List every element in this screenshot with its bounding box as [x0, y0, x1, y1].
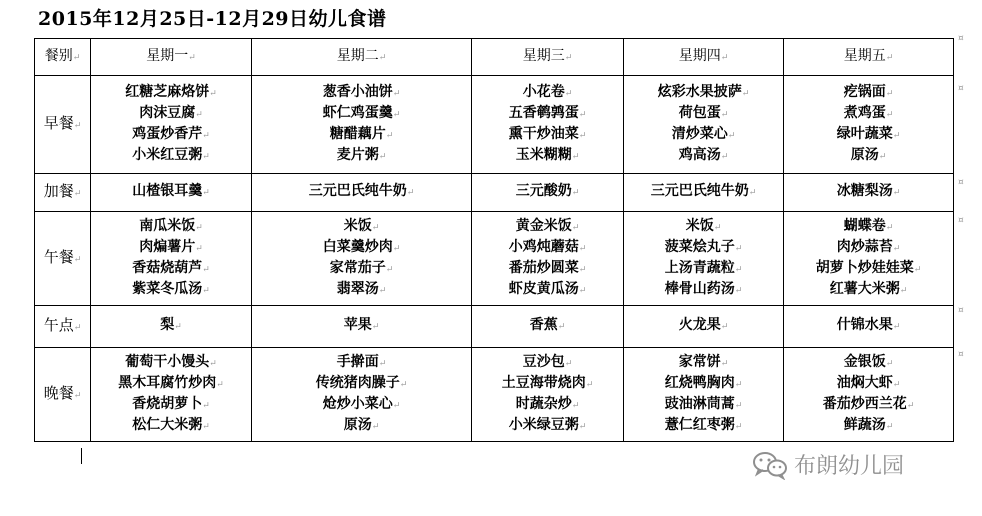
- menu-body: [35, 76, 954, 442]
- meal-row: [35, 348, 954, 442]
- paragraph-mark: ↵: [73, 322, 82, 333]
- meal-row: [35, 306, 954, 348]
- paragraph-mark: ↵: [578, 243, 587, 254]
- dish-name: 清炒菜心: [671, 125, 728, 142]
- dish-name: 油焖大虾: [836, 374, 893, 391]
- paragraph-mark: ↵: [392, 243, 401, 254]
- menu-cell: [784, 212, 954, 306]
- dish-name: 小米绿豆粥: [508, 416, 579, 433]
- meal-label: [35, 212, 91, 306]
- dish-name: 煮鸡蛋: [843, 104, 886, 121]
- dish-line: [472, 83, 623, 104]
- meal-label: [35, 348, 91, 442]
- paragraph-mark: ↵: [209, 88, 217, 99]
- dish-name: 炝炒小菜心: [322, 395, 393, 412]
- dish-line: [472, 125, 623, 146]
- dish-line: [91, 416, 251, 437]
- dish-name: 紫菜冬瓜汤: [132, 280, 203, 297]
- menu-cell: [784, 306, 954, 348]
- watermark: [752, 449, 904, 480]
- dish-name: 南瓜米饭: [139, 217, 196, 234]
- paragraph-mark: ↵: [378, 52, 387, 63]
- dish-name: 白菜羹炒肉: [322, 238, 393, 255]
- dish-line: [784, 83, 953, 104]
- paragraph-mark: ↵: [734, 379, 743, 390]
- dish-line: [252, 146, 471, 167]
- menu-cell: [252, 174, 472, 212]
- dish-line: [91, 125, 251, 146]
- dish-name: 鸡蛋炒香芹: [132, 125, 203, 142]
- dish-line: [784, 104, 953, 125]
- dish-line: [624, 83, 783, 104]
- paragraph-mark: ↵: [564, 88, 573, 99]
- meal-label-text: 加餐: [43, 181, 74, 200]
- dish-name: 三元巴氏纯牛奶: [650, 183, 749, 199]
- text-cursor: [81, 448, 82, 464]
- paragraph-mark: ↵: [202, 400, 210, 411]
- paragraph-mark: ↵: [885, 222, 894, 233]
- dish-line: [472, 353, 623, 374]
- dish-line: [784, 259, 953, 280]
- meal-row: [35, 174, 954, 212]
- meal-label: [35, 174, 91, 212]
- dish-name: 鲜蔬汤: [843, 416, 886, 433]
- dish-name: 绿叶蔬菜: [836, 125, 893, 142]
- watermark-text: 布朗幼儿园: [794, 454, 905, 479]
- row-end-mark: ¤: [958, 216, 964, 226]
- paragraph-mark: ↵: [392, 400, 401, 411]
- dish-name: 三元巴氏纯牛奶: [308, 183, 407, 199]
- menu-cell: [91, 306, 252, 348]
- dish-name: 翡翠汤: [336, 280, 379, 297]
- dish-name: 五香鹌鹑蛋: [508, 104, 579, 121]
- dish-name: 肉炒蒜苔: [836, 238, 893, 255]
- dish-line: [91, 104, 251, 125]
- paragraph-mark: ↵: [378, 358, 387, 369]
- dish-name: 金银饭: [843, 353, 886, 370]
- dish-name: 土豆海带烧肉: [501, 374, 586, 391]
- menu-cell: [784, 174, 954, 212]
- dish-line: [624, 416, 783, 437]
- dish-name: 鸡高汤: [678, 146, 721, 163]
- paragraph-mark: ↵: [378, 285, 387, 296]
- dish-line: [784, 395, 953, 416]
- dish-line: [624, 280, 783, 301]
- paragraph-mark: ↵: [406, 188, 415, 198]
- paragraph-mark: ↵: [906, 400, 915, 411]
- paragraph-mark: ↵: [748, 188, 757, 198]
- paragraph-mark: ↵: [202, 285, 210, 296]
- paragraph-mark: ↵: [720, 151, 729, 162]
- day-header-wed: [472, 39, 624, 76]
- paragraph-mark: ↵: [734, 400, 743, 411]
- dish-line: [472, 104, 623, 125]
- dish-name: 三元酸奶: [515, 183, 572, 199]
- dish-name: 肉煸薯片: [139, 238, 196, 255]
- dish-line: [624, 217, 783, 238]
- dish-line: [472, 259, 623, 280]
- meal-label: [35, 306, 91, 348]
- menu-cell: [91, 348, 252, 442]
- paragraph-mark: ↵: [73, 120, 82, 131]
- paragraph-mark: ↵: [741, 88, 750, 99]
- menu-cell: [91, 212, 252, 306]
- paragraph-mark: ↵: [195, 222, 203, 233]
- dish-name: 葡萄干小馒头: [125, 353, 210, 370]
- dish-name: 香蕉: [529, 317, 558, 333]
- paragraph-mark: ↵: [202, 188, 210, 198]
- dish-name: 荷包蛋: [678, 104, 721, 121]
- dish-name: 黄金米饭: [515, 217, 572, 234]
- paragraph-mark: ↵: [72, 52, 81, 63]
- menu-title: 2015年12月25日-12月29日幼儿食谱: [38, 8, 387, 30]
- dish-name: 苹果: [343, 317, 372, 333]
- dish-line: [91, 280, 251, 301]
- paragraph-mark: ↵: [734, 285, 743, 296]
- paragraph-mark: ↵: [720, 322, 729, 332]
- paragraph-mark: ↵: [216, 379, 224, 390]
- dish-line: [252, 316, 471, 337]
- menu-cell: [472, 348, 624, 442]
- dish-name: 葱香小油饼: [322, 83, 393, 100]
- paragraph-mark: ↵: [578, 264, 587, 275]
- paragraph-mark: ↵: [885, 421, 894, 432]
- dish-line: [252, 125, 471, 146]
- menu-cell: [91, 174, 252, 212]
- dish-name: 虾皮黄瓜汤: [508, 280, 579, 297]
- paragraph-mark: ↵: [571, 222, 580, 233]
- dish-line: [91, 374, 251, 395]
- dish-line: [784, 280, 953, 301]
- dish-line: [624, 374, 783, 395]
- paragraph-mark: ↵: [378, 151, 387, 162]
- menu-cell: [624, 76, 784, 174]
- paragraph-mark: ↵: [885, 109, 894, 120]
- menu-cell: [252, 76, 472, 174]
- dish-name: 小米红豆粥: [132, 146, 203, 163]
- paragraph-mark: ↵: [578, 109, 587, 120]
- dish-name: 豉油淋茼蒿: [664, 395, 735, 412]
- dish-name: 手擀面: [336, 353, 379, 370]
- dish-line: [472, 280, 623, 301]
- paragraph-mark: ↵: [188, 52, 196, 63]
- paragraph-mark: ↵: [578, 285, 587, 296]
- dish-name: 豆沙包: [522, 353, 565, 370]
- menu-cell: [472, 174, 624, 212]
- paragraph-mark: ↵: [385, 264, 394, 275]
- dish-line: [252, 182, 471, 203]
- dish-name: 炫彩水果披萨: [657, 83, 742, 100]
- paragraph-mark: ↵: [892, 322, 901, 332]
- paragraph-mark: ↵: [885, 52, 894, 63]
- row-end-mark: ¤: [958, 34, 964, 44]
- dish-name: 熏干炒油菜: [508, 125, 579, 142]
- day-label: 星期四: [678, 47, 721, 64]
- paragraph-mark: ↵: [557, 322, 566, 332]
- day-label: 星期三: [522, 47, 565, 64]
- paragraph-mark: ↵: [202, 130, 210, 141]
- day-header-tue: [252, 39, 472, 76]
- dish-line: [624, 395, 783, 416]
- dish-line: [784, 238, 953, 259]
- dish-line: [784, 316, 953, 337]
- dish-line: [472, 182, 623, 203]
- dish-name: 家常茄子: [329, 259, 386, 276]
- corner-label: 餐别: [44, 47, 73, 64]
- menu-cell: [624, 174, 784, 212]
- dish-name: 糖醋藕片: [329, 125, 386, 142]
- dish-line: [252, 416, 471, 437]
- paragraph-mark: ↵: [371, 322, 380, 332]
- dish-line: [784, 146, 953, 167]
- day-label: 星期一: [146, 47, 189, 64]
- dish-name: 胡萝卜炒娃娃菜: [815, 259, 914, 276]
- row-end-mark: ¤: [958, 84, 964, 94]
- dish-name: 红糖芝麻烙饼: [125, 83, 210, 100]
- paragraph-mark: ↵: [899, 285, 908, 296]
- paragraph-mark: ↵: [713, 222, 722, 233]
- dish-line: [472, 395, 623, 416]
- dish-name: 冰糖梨汤: [836, 183, 893, 199]
- paragraph-mark: ↵: [392, 109, 401, 120]
- paragraph-mark: ↵: [571, 151, 580, 162]
- dish-line: [784, 416, 953, 437]
- meal-label-text: 午餐: [43, 247, 74, 266]
- dish-line: [624, 259, 783, 280]
- dish-name: 番茄炒西兰花: [822, 395, 907, 412]
- paragraph-mark: ↵: [892, 188, 901, 198]
- paragraph-mark: ↵: [385, 130, 394, 141]
- paragraph-mark: ↵: [73, 254, 82, 265]
- weekly-menu-table: [34, 38, 954, 442]
- dish-line: [91, 259, 251, 280]
- paragraph-mark: ↵: [885, 358, 894, 369]
- paragraph-mark: ↵: [892, 379, 901, 390]
- dish-name: 原汤: [343, 416, 372, 433]
- dish-name: 番茄炒圆菜: [508, 259, 579, 276]
- dish-name: 米饭: [343, 217, 372, 234]
- dish-line: [252, 259, 471, 280]
- menu-cell: [624, 348, 784, 442]
- paragraph-mark: ↵: [174, 322, 182, 332]
- menu-cell: [252, 348, 472, 442]
- dish-name: 原汤: [850, 146, 879, 163]
- dish-name: 松仁大米粥: [132, 416, 203, 433]
- meal-label-text: 早餐: [43, 113, 74, 132]
- row-end-mark: ¤: [958, 306, 964, 316]
- paragraph-mark: ↵: [720, 109, 729, 120]
- dish-name: 麦片粥: [336, 146, 379, 163]
- dish-line: [252, 238, 471, 259]
- dish-name: 小花卷: [522, 83, 565, 100]
- dish-name: 香烧胡萝卜: [132, 395, 203, 412]
- dish-line: [784, 374, 953, 395]
- dish-line: [624, 353, 783, 374]
- dish-line: [472, 238, 623, 259]
- paragraph-mark: ↵: [202, 421, 210, 432]
- dish-name: 菠菜烩丸子: [664, 238, 735, 255]
- day-header-fri: [784, 39, 954, 76]
- meal-row: [35, 212, 954, 306]
- day-header-mon: [91, 39, 252, 76]
- dish-name: 上汤青蔬粒: [664, 259, 735, 276]
- dish-line: [472, 374, 623, 395]
- dish-line: [91, 395, 251, 416]
- dish-name: 梨: [160, 317, 175, 333]
- paragraph-mark: ↵: [913, 264, 922, 275]
- dish-name: 火龙果: [678, 317, 721, 333]
- menu-cell: [624, 306, 784, 348]
- dish-line: [91, 238, 251, 259]
- dish-name: 黑木耳腐竹炒肉: [118, 374, 217, 391]
- menu-cell: [624, 212, 784, 306]
- dish-name: 山楂银耳羹: [132, 183, 203, 199]
- day-label: 星期二: [336, 47, 379, 64]
- dish-name: 棒骨山药汤: [664, 280, 735, 297]
- dish-line: [252, 104, 471, 125]
- dish-line: [252, 395, 471, 416]
- corner-cell: [35, 39, 91, 76]
- paragraph-mark: ↵: [371, 421, 380, 432]
- dish-name: 疙锅面: [843, 83, 886, 100]
- paragraph-mark: ↵: [892, 243, 901, 254]
- dish-line: [91, 146, 251, 167]
- dish-name: 红烧鸭胸肉: [664, 374, 735, 391]
- paragraph-mark: ↵: [399, 379, 408, 390]
- dish-name: 家常饼: [678, 353, 721, 370]
- dish-line: [472, 146, 623, 167]
- meal-label: [35, 76, 91, 174]
- paragraph-mark: ↵: [195, 109, 203, 120]
- paragraph-mark: ↵: [734, 264, 743, 275]
- dish-name: 薏仁红枣粥: [664, 416, 735, 433]
- dish-line: [624, 316, 783, 337]
- paragraph-mark: ↵: [73, 188, 82, 199]
- dish-line: [624, 238, 783, 259]
- paragraph-mark: ↵: [209, 358, 217, 369]
- dish-line: [624, 125, 783, 146]
- paragraph-mark: ↵: [727, 130, 736, 141]
- dish-line: [624, 146, 783, 167]
- paragraph-mark: ↵: [392, 88, 401, 99]
- dish-name: 红薯大米粥: [829, 280, 900, 297]
- paragraph-mark: ↵: [585, 379, 594, 390]
- dish-name: 小鸡炖蘑菇: [508, 238, 579, 255]
- header-row: [35, 39, 954, 76]
- menu-cell: [784, 76, 954, 174]
- day-header-thu: [624, 39, 784, 76]
- paragraph-mark: ↵: [202, 151, 210, 162]
- paragraph-mark: ↵: [564, 358, 573, 369]
- dish-line: [252, 353, 471, 374]
- dish-line: [624, 182, 783, 203]
- menu-cell: [252, 306, 472, 348]
- dish-line: [252, 374, 471, 395]
- paragraph-mark: ↵: [734, 243, 743, 254]
- dish-line: [472, 316, 623, 337]
- row-end-mark: ¤: [958, 178, 964, 188]
- paragraph-mark: ↵: [878, 151, 887, 162]
- dish-line: [784, 125, 953, 146]
- paragraph-mark: ↵: [571, 188, 580, 198]
- dish-line: [784, 217, 953, 238]
- dish-line: [91, 182, 251, 203]
- dish-line: [472, 217, 623, 238]
- paragraph-mark: ↵: [734, 421, 743, 432]
- dish-name: 虾仁鸡蛋羹: [322, 104, 393, 121]
- dish-name: 传统猪肉臊子: [315, 374, 400, 391]
- dish-name: 蝴蝶卷: [843, 217, 886, 234]
- paragraph-mark: ↵: [571, 400, 580, 411]
- menu-cell: [91, 76, 252, 174]
- dish-line: [252, 280, 471, 301]
- paragraph-mark: ↵: [720, 52, 729, 63]
- dish-line: [472, 416, 623, 437]
- dish-name: 时蔬杂炒: [515, 395, 572, 412]
- menu-cell: [472, 76, 624, 174]
- dish-line: [784, 182, 953, 203]
- paragraph-mark: ↵: [202, 264, 210, 275]
- meal-label-text: 晚餐: [43, 383, 74, 402]
- paragraph-mark: ↵: [885, 88, 894, 99]
- menu-cell: [252, 212, 472, 306]
- paragraph-mark: ↵: [720, 358, 729, 369]
- dish-name: 米饭: [685, 217, 714, 234]
- menu-cell: [472, 212, 624, 306]
- menu-cell: [784, 348, 954, 442]
- wechat-icon: [752, 450, 788, 480]
- menu-cell: [472, 306, 624, 348]
- row-end-mark: ¤: [958, 350, 964, 360]
- dish-name: 什锦水果: [836, 317, 893, 333]
- dish-line: [91, 353, 251, 374]
- paragraph-mark: ↵: [892, 130, 901, 141]
- dish-line: [91, 83, 251, 104]
- dish-line: [252, 217, 471, 238]
- dish-name: 玉米糊糊: [515, 146, 572, 163]
- dish-line: [252, 83, 471, 104]
- dish-name: 香菇烧葫芦: [132, 259, 203, 276]
- meal-row: [35, 76, 954, 174]
- day-label: 星期五: [843, 47, 886, 64]
- dish-line: [784, 353, 953, 374]
- meal-label-text: 午点: [43, 315, 74, 334]
- paragraph-mark: ↵: [578, 421, 587, 432]
- dish-line: [91, 217, 251, 238]
- dish-line: [624, 104, 783, 125]
- paragraph-mark: ↵: [195, 243, 203, 254]
- paragraph-mark: ↵: [564, 52, 573, 63]
- dish-name: 肉沫豆腐: [139, 104, 196, 121]
- paragraph-mark: ↵: [578, 130, 587, 141]
- paragraph-mark: ↵: [371, 222, 380, 233]
- dish-line: [91, 316, 251, 337]
- paragraph-mark: ↵: [73, 390, 82, 401]
